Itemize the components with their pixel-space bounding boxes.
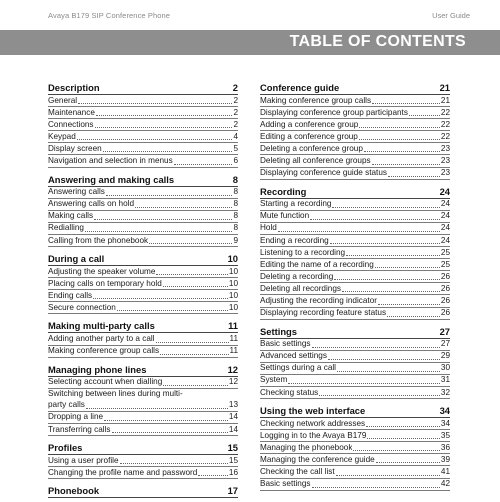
entry-page-number: 4 — [233, 131, 238, 141]
dot-leader — [104, 420, 228, 421]
dot-leader — [86, 408, 228, 409]
toc-entry[interactable] — [260, 387, 450, 399]
toc-section-heading[interactable] — [48, 172, 238, 187]
toc-entry[interactable] — [260, 107, 450, 119]
toc-entry[interactable] — [48, 467, 238, 479]
toc-entry[interactable] — [260, 259, 450, 271]
toc-right-column — [260, 80, 450, 495]
toc-entry[interactable] — [260, 211, 450, 223]
dot-leader — [388, 176, 440, 177]
section-title: Description — [48, 82, 100, 93]
dot-leader — [95, 127, 233, 128]
toc-section — [48, 80, 238, 168]
entry-page-number: 41 — [440, 467, 450, 477]
section-title: Recording — [260, 185, 307, 197]
entry-page-number: 24 — [440, 199, 450, 209]
section-page-number: 24 — [439, 185, 450, 197]
entry-title: Redialling — [48, 223, 84, 233]
entry-title: Editing the name of a recording — [260, 259, 374, 269]
entry-title: Transferring calls — [48, 424, 111, 434]
dot-leader — [149, 243, 232, 244]
toc-entry[interactable] — [260, 418, 450, 430]
toc-entry[interactable] — [260, 363, 450, 375]
dot-leader — [334, 279, 440, 280]
toc-entry[interactable] — [260, 155, 450, 167]
toc-entry[interactable] — [48, 412, 238, 424]
entry-page-number: 21 — [440, 95, 450, 105]
entry-title: Display screen — [48, 143, 102, 153]
entry-title: Keypad — [48, 131, 76, 141]
page-title: TABLE OF CONTENTS — [289, 33, 466, 50]
dot-leader — [372, 103, 440, 104]
toc-entry[interactable] — [48, 302, 238, 314]
dot-leader — [342, 291, 440, 292]
dot-leader — [117, 310, 228, 311]
entry-page-number: 8 — [233, 223, 238, 233]
toc-entry[interactable] — [260, 454, 450, 466]
toc-entry[interactable] — [48, 211, 238, 223]
dot-leader — [328, 359, 440, 360]
entry-page-number: 22 — [440, 131, 450, 141]
section-page-number: 2 — [232, 82, 238, 93]
dot-leader — [312, 487, 440, 488]
entry-page-number: 27 — [440, 339, 450, 349]
toc-section-heading[interactable] — [48, 251, 238, 266]
dot-leader — [372, 164, 440, 165]
dot-leader — [387, 316, 440, 317]
section-title: Profiles — [48, 442, 83, 454]
dot-leader — [78, 103, 232, 104]
entry-title: Editing a conference group — [260, 131, 358, 141]
toc-entry[interactable] — [48, 107, 238, 119]
entry-title: System — [260, 375, 288, 385]
entry-title: Making calls — [48, 211, 94, 221]
entry-page-number: 8 — [233, 199, 238, 209]
toc-section — [48, 440, 238, 479]
toc-section-heading[interactable] — [260, 80, 450, 95]
section-title: During a call — [48, 253, 105, 265]
toc-entry[interactable] — [48, 400, 238, 412]
entry-page-number: 26 — [440, 271, 450, 281]
toc-section — [48, 251, 238, 314]
entry-title: Selecting account when dialling — [48, 377, 163, 387]
toc-entry[interactable] — [48, 119, 238, 131]
entry-page-number: 26 — [440, 296, 450, 305]
entry-page-number: 11 — [229, 346, 238, 356]
toc-section — [260, 80, 450, 180]
entry-page-number: 26 — [440, 283, 450, 293]
dot-leader — [378, 304, 440, 305]
entry-page-number: 2 — [233, 107, 238, 117]
entry-title: Making conference group calls — [48, 346, 160, 356]
header-product-name: Avaya B179 SIP Conference Phone — [48, 11, 171, 20]
entry-title: party calls — [48, 400, 85, 410]
entry-title: Adjusting the speaker volume — [48, 266, 156, 276]
toc-entry[interactable] — [260, 283, 450, 295]
entry-page-number: 39 — [440, 454, 450, 464]
section-page-number: 11 — [228, 320, 238, 332]
entry-page-number: 8 — [233, 211, 238, 221]
dot-leader — [156, 342, 229, 343]
toc-entry[interactable] — [260, 308, 450, 320]
entry-title: Basic settings — [260, 339, 311, 349]
toc-entry[interactable] — [48, 155, 238, 167]
entry-title: Deleting a recording — [260, 271, 334, 281]
entry-page-number: 42 — [440, 479, 450, 489]
entry-page-number: 14 — [228, 412, 238, 422]
section-page-number: 15 — [227, 442, 238, 454]
toc-entry[interactable] — [48, 235, 238, 247]
entry-page-number: 14 — [228, 424, 238, 434]
dot-leader — [353, 450, 439, 451]
section-title: Using the web interface — [260, 405, 366, 417]
toc-section-heading[interactable] — [260, 184, 450, 199]
entry-page-number: 22 — [440, 119, 450, 129]
dot-leader — [163, 286, 228, 287]
entry-title: Basic settings — [260, 479, 311, 489]
toc-entry[interactable] — [48, 290, 238, 302]
entry-title: Listening to a recording — [260, 247, 346, 257]
entry-page-number: 23 — [440, 168, 450, 178]
toc-entry[interactable] — [48, 266, 238, 278]
dot-leader — [93, 298, 228, 299]
entry-title: Managing the conference guide — [260, 454, 375, 464]
entry-title: Answering calls on hold — [48, 199, 135, 209]
entry-page-number: 25 — [440, 259, 450, 269]
toc-left-column — [48, 80, 238, 502]
entry-title: Displaying conference group participants — [260, 107, 408, 117]
entry-page-number: 10 — [228, 302, 238, 312]
toc-entry[interactable] — [48, 424, 238, 436]
entry-page-number: 15 — [228, 455, 238, 465]
entry-page-number: 16 — [228, 467, 238, 477]
section-title: Managing phone lines — [48, 363, 147, 375]
entry-page-number: 5 — [233, 143, 238, 153]
entry-page-number: 13 — [228, 400, 238, 410]
dot-leader — [359, 127, 440, 128]
entry-title: Switching between lines during multi- — [48, 389, 183, 399]
entry-page-number: 23 — [440, 156, 450, 166]
section-page-number: 21 — [439, 82, 450, 93]
entry-page-number: 8 — [233, 187, 238, 197]
toc-section-heading[interactable] — [48, 440, 238, 455]
toc-entry[interactable] — [260, 442, 450, 454]
section-title: Making multi-party calls — [48, 320, 155, 332]
dot-leader — [112, 432, 228, 433]
toc-entry[interactable] — [260, 168, 450, 180]
header-guide-label: User Guide — [432, 11, 470, 20]
toc-entry[interactable] — [260, 143, 450, 155]
running-header — [0, 0, 500, 28]
entry-title: Displaying conference guide status — [260, 168, 387, 178]
dot-leader — [364, 151, 440, 152]
toc-section-heading[interactable] — [48, 483, 238, 498]
toc-entry[interactable] — [48, 187, 238, 199]
toc-section — [48, 483, 238, 498]
dot-leader — [174, 164, 233, 165]
entry-title: Answering calls — [48, 187, 105, 197]
entry-title: Managing the phonebook — [260, 442, 353, 452]
dot-leader — [77, 139, 233, 140]
entry-title: Secure connection — [48, 302, 116, 312]
entry-page-number: 22 — [440, 107, 450, 117]
entry-title: Hold — [260, 223, 277, 233]
toc-entry[interactable] — [260, 235, 450, 247]
toc-section — [260, 403, 450, 491]
entry-page-number: 24 — [440, 235, 450, 245]
entry-title: Changing the profile name and password — [48, 467, 198, 477]
dot-leader — [330, 243, 440, 244]
dot-leader — [312, 347, 440, 348]
toc-entry[interactable] — [48, 223, 238, 235]
dot-leader — [94, 219, 232, 220]
dot-leader — [367, 438, 440, 439]
entry-page-number: 2 — [233, 95, 238, 105]
dot-leader — [278, 231, 440, 232]
entry-title: Navigation and selection in menus — [48, 156, 173, 166]
toc-section-heading[interactable] — [260, 403, 450, 418]
toc-section-heading[interactable] — [48, 362, 238, 377]
entry-page-number: 32 — [440, 387, 450, 397]
toc-entry[interactable] — [260, 351, 450, 363]
section-title: Settings — [260, 325, 297, 337]
entry-title: Deleting all conference groups — [260, 156, 371, 166]
dot-leader — [366, 426, 440, 427]
toc-entry[interactable] — [260, 466, 450, 478]
dot-leader — [103, 151, 233, 152]
toc-section — [48, 318, 238, 357]
toc-entry[interactable] — [260, 199, 450, 211]
entry-title: Adding a conference group — [260, 119, 359, 129]
entry-page-number: 10 — [228, 266, 238, 276]
toc-entry[interactable] — [260, 375, 450, 387]
toc-entry[interactable] — [48, 95, 238, 107]
entry-title: Adjusting the recording indicator — [260, 296, 377, 305]
dot-leader — [288, 383, 440, 384]
dot-leader — [375, 267, 440, 268]
entry-page-number: 25 — [440, 247, 450, 257]
toc-entry[interactable] — [260, 131, 450, 143]
entry-page-number: 24 — [440, 211, 450, 221]
entry-title: Connections — [48, 119, 94, 129]
entry-page-number: 10 — [228, 278, 238, 288]
entry-page-number: 31 — [440, 375, 450, 385]
toc-section-heading[interactable] — [48, 318, 238, 333]
entry-page-number: 2 — [233, 119, 238, 129]
entry-title: Making conference group calls — [260, 95, 372, 105]
toc-entry[interactable] — [260, 295, 450, 307]
dot-leader — [332, 207, 439, 208]
toc-section-heading[interactable] — [48, 80, 238, 95]
entry-page-number: 10 — [228, 290, 238, 300]
dot-leader — [160, 354, 228, 355]
section-title: Answering and making calls — [48, 173, 175, 185]
dot-leader — [156, 274, 227, 275]
dot-leader — [163, 385, 228, 386]
dot-leader — [310, 219, 440, 220]
toc-entry[interactable] — [48, 278, 238, 290]
dot-leader — [106, 195, 233, 196]
dot-leader — [376, 462, 440, 463]
toc-entry[interactable] — [48, 389, 238, 400]
entry-title: Settings during a call — [260, 363, 337, 373]
dot-leader — [85, 231, 232, 232]
dot-leader — [346, 255, 440, 256]
toc-entry[interactable] — [48, 377, 238, 389]
entry-title: Logging in to the Avaya B179 — [260, 430, 367, 440]
entry-title: Placing calls on temporary hold — [48, 278, 162, 288]
dot-leader — [336, 475, 440, 476]
toc-entry[interactable] — [260, 339, 450, 351]
entry-title: Dropping a line — [48, 412, 104, 422]
entry-page-number: 24 — [440, 223, 450, 233]
entry-title: Adding another party to a call — [48, 334, 155, 343]
section-page-number: 34 — [439, 405, 450, 417]
dot-leader — [135, 207, 232, 208]
section-page-number: 12 — [227, 363, 238, 375]
toc-entry[interactable] — [48, 333, 238, 345]
toc-entry[interactable] — [48, 455, 238, 467]
dot-leader — [96, 115, 233, 116]
entry-title: Ending a recording — [260, 235, 329, 245]
toc-section — [260, 324, 450, 399]
toc-entry[interactable] — [48, 143, 238, 155]
toc-section-heading[interactable] — [260, 324, 450, 339]
entry-page-number: 11 — [229, 334, 238, 343]
entry-title: Calling from the phonebook — [48, 235, 149, 245]
entry-title: Advanced settings — [260, 351, 327, 361]
section-title: Phonebook — [48, 485, 100, 497]
toc-entry[interactable] — [260, 119, 450, 131]
entry-title: Maintenance — [48, 107, 95, 117]
dot-leader — [319, 395, 440, 396]
toc-section — [48, 362, 238, 436]
entry-title: General — [48, 95, 78, 105]
toc-entry[interactable] — [260, 271, 450, 283]
dot-leader — [359, 139, 440, 140]
entry-page-number: 12 — [228, 377, 238, 387]
toc-section — [260, 184, 450, 320]
toc-entry[interactable] — [48, 131, 238, 143]
section-page-number: 8 — [232, 173, 238, 185]
section-page-number: 17 — [227, 485, 238, 497]
entry-page-number: 34 — [440, 418, 450, 428]
toc-entry[interactable] — [48, 199, 238, 211]
dot-leader — [120, 463, 228, 464]
dot-leader — [337, 371, 440, 372]
entry-page-number: 30 — [440, 363, 450, 373]
dot-leader — [198, 475, 228, 476]
entry-title: Deleting a conference group — [260, 143, 363, 153]
section-page-number: 27 — [439, 325, 450, 337]
section-page-number: 10 — [227, 253, 238, 265]
entry-page-number: 6 — [233, 156, 238, 166]
entry-title: Ending calls — [48, 290, 93, 300]
toc-entry[interactable] — [260, 247, 450, 259]
toc-entry[interactable] — [260, 223, 450, 235]
entry-page-number: 29 — [440, 351, 450, 361]
section-title: Conference guide — [260, 82, 340, 93]
entry-page-number: 23 — [440, 143, 450, 153]
entry-title: Displaying recording feature status — [260, 308, 387, 318]
entry-page-number: 9 — [233, 235, 238, 245]
entry-title: Deleting all recordings — [260, 283, 342, 293]
entry-page-number: 36 — [440, 442, 450, 452]
toc-entry[interactable] — [260, 95, 450, 107]
entry-title: Checking network addresses — [260, 418, 366, 428]
entry-title: Using a user profile — [48, 455, 119, 465]
entry-title: Checking status — [260, 387, 319, 397]
toc-entry[interactable] — [260, 430, 450, 442]
toc-entry[interactable] — [260, 479, 450, 491]
toc-entry[interactable] — [48, 346, 238, 358]
entry-title: Checking the call list — [260, 467, 335, 477]
title-band — [0, 30, 500, 55]
entry-page-number: 35 — [440, 430, 450, 440]
entry-title: Mute function — [260, 211, 310, 221]
entry-title: Starting a recording — [260, 199, 332, 209]
dot-leader — [409, 115, 440, 116]
entry-page-number: 26 — [440, 308, 450, 318]
toc-section — [48, 172, 238, 247]
